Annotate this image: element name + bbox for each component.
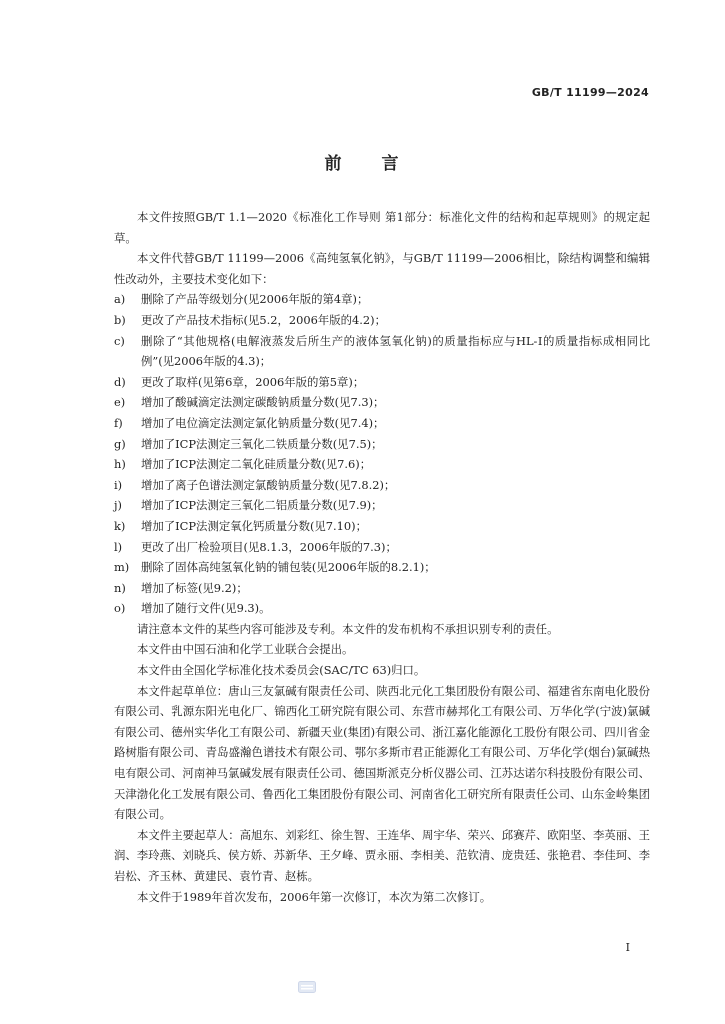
- list-item-text: 增加了ICP法测定三氧化二铝质量分数(见7.9)；: [141, 498, 383, 513]
- list-item-text: 增加了ICP法测定三氧化二铁质量分数(见7.5)；: [141, 436, 383, 451]
- sac-logo-icon: [297, 980, 317, 993]
- list-item: [114, 289, 650, 310]
- list-item-text: 增加了标签(见9.2)；: [141, 580, 248, 595]
- list-item: [114, 537, 650, 558]
- list-item: [114, 495, 650, 516]
- paragraph-proposer: 本文件由中国石油和化学工业联合会提出。: [137, 642, 354, 657]
- list-item: [114, 516, 650, 537]
- list-item-text: 增加了ICP法测定氧化钙质量分数(见7.10)；: [141, 518, 367, 533]
- paragraph-patent-notice: 请注意本文件的某些内容可能涉及专利。本文件的发布机构不承担识别专利的责任。: [137, 621, 559, 636]
- list-item: [114, 578, 650, 599]
- technical-changes-list: [114, 289, 650, 619]
- list-item-text: 增加了酸碱滴定法测定碳酸钠质量分数(见7.3)；: [141, 395, 385, 410]
- list-item: [114, 475, 650, 496]
- list-item-text: 增加了电位滴定法测定氯化钠质量分数(见7.4)；: [141, 415, 385, 430]
- list-marker: n): [114, 580, 126, 595]
- list-marker: g): [114, 436, 126, 451]
- list-marker: e): [114, 395, 126, 410]
- paragraph-drafting-rules: 本文件按照GB/T 1.1—2020《标准化工作导则 第1部分：标准化文件的结构和起草规则》的规定起草。: [114, 210, 650, 245]
- list-item-text: 更改了取样(见第6章，2006年版的第5章)；: [141, 374, 365, 389]
- list-marker: l): [114, 539, 123, 554]
- list-item: [114, 413, 650, 434]
- list-item: [114, 310, 650, 331]
- list-marker: f): [114, 415, 123, 430]
- list-marker: j): [114, 498, 122, 513]
- list-item: [114, 598, 650, 619]
- list-marker: h): [114, 457, 126, 472]
- paragraph-drafting-units: 本文件起草单位：唐山三友氯碱有限责任公司、陕西北元化工集团股份有限公司、福建省东南电化股份有限公司、乳源东阳光电化厂、锦西化工研究院有限公司、东营市赫邦化工有限公司、万华化学(宁波)氯碱有限公司、德州实华化工有限公司、新疆天业(集团)有限公司、浙江嘉化能源化工股份有限公司、四川省金路树脂有限公司、青岛盛瀚色谱技术有限公司、鄂尔多斯市君正能源化工有限公司、万华化学(烟台)氯碱热电有限公司、河南神马氯碱发展有限责任公司、德国斯派克分析仪器公司、江苏达诺尔科技股份有限公司、天津渤化化工发展有限公司、鲁西化工集团股份有限公司、河南省化工研究所有限责任公司、山东金岭集团有限公司。: [114, 683, 650, 822]
- list-item-text: 删除了固体高纯氢氧化钠的铺包装(见2006年版的8.2.1)；: [141, 560, 436, 575]
- list-marker: m): [114, 560, 130, 575]
- list-item-text: 更改了产品技术指标(见5.2，2006年版的4.2)；: [141, 312, 386, 327]
- list-item: [114, 331, 650, 372]
- list-item: [114, 434, 650, 455]
- list-item: [114, 454, 650, 475]
- paragraph-drafters: 本文件主要起草人：高旭东、刘彩红、徐生智、王连华、周宇华、荣兴、邱赛芹、欧阳坚、李英丽、王润、李玲燕、刘晓兵、侯方娇、苏新华、王夕峰、贾永丽、李相美、范钦清、庞贵廷、张艳君、李佳珂、李岩松、齐玉林、黄建民、袁竹青、赵栋。: [114, 827, 650, 883]
- list-item-text: 增加了离子色谱法测定氯酸钠质量分数(见7.8.2)；: [141, 477, 396, 492]
- list-marker: o): [114, 601, 126, 616]
- list-item: [114, 392, 650, 413]
- paragraph-technical-committee: 本文件由全国化学标准化技术委员会(SAC/TC 63)归口。: [137, 663, 426, 678]
- list-item: [114, 372, 650, 393]
- list-item-text: 增加了随行文件(见9.3)。: [141, 601, 271, 616]
- list-item: [114, 557, 650, 578]
- list-marker: i): [114, 477, 123, 492]
- list-marker: d): [114, 374, 126, 389]
- standard-number: GB/T 11199—2024: [531, 86, 649, 99]
- list-marker: a): [114, 292, 126, 307]
- paragraph-history: 本文件于1989年首次发布，2006年第一次修订，本次为第二次修订。: [137, 889, 492, 904]
- list-item-text: 更改了出厂检验项目(见8.1.3，2006年版的7.3)；: [141, 539, 397, 554]
- document-body: [114, 207, 650, 907]
- list-marker: k): [114, 518, 126, 533]
- page-number: Ⅰ: [625, 941, 630, 954]
- page-title: 前 言: [324, 154, 401, 174]
- list-marker: b): [114, 312, 126, 327]
- list-marker: c): [114, 333, 125, 348]
- list-item-text: 增加了ICP法测定二氧化硅质量分数(见7.6)；: [141, 457, 372, 472]
- list-item-text: 删除了产品等级划分(见2006年版的第4章)；: [141, 292, 369, 307]
- paragraph-replaces: 本文件代替GB/T 11199—2006《高纯氢氧化钠》，与GB/T 11199—2006相比，除结构调整和编辑性改动外，主要技术变化如下：: [114, 251, 650, 286]
- list-item-text: 删除了“其他规格(电解液蒸发后所生产的液体氢氧化钠)的质量指标应与HL-Ⅰ的质量指标成相同比例”(见2006年版的4.3)；: [141, 333, 650, 369]
